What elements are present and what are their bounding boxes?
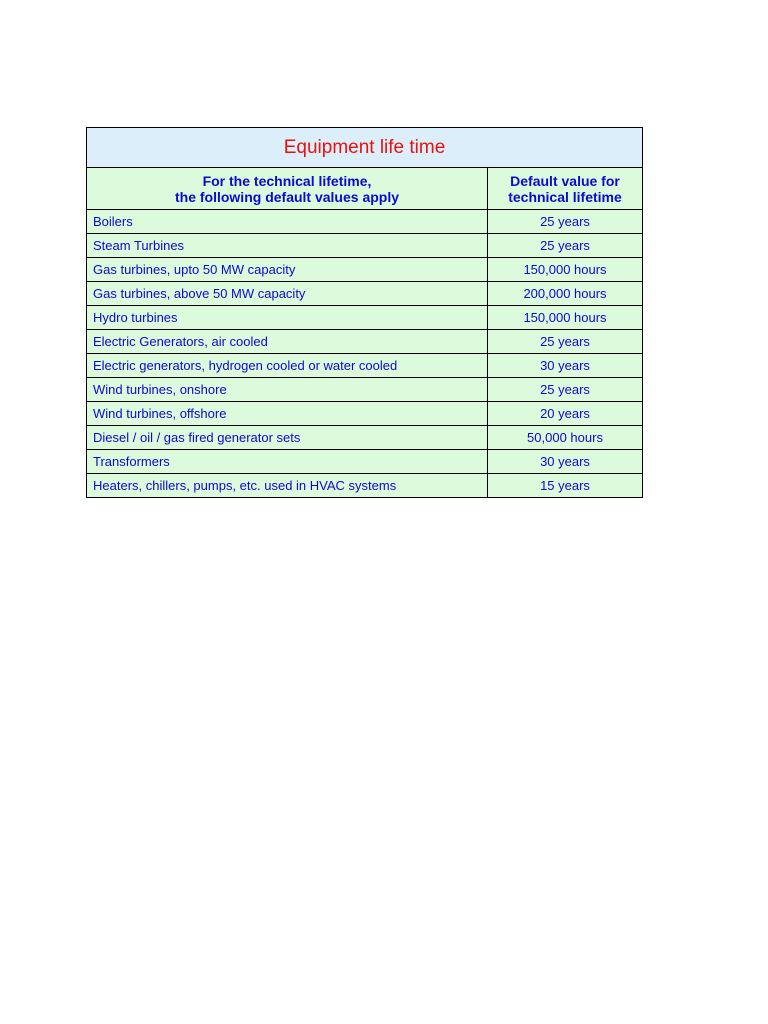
lifetime-value-cell: 15 years bbox=[488, 474, 643, 498]
table-row bbox=[87, 282, 643, 306]
header-equipment bbox=[87, 168, 488, 210]
table-row bbox=[87, 210, 643, 234]
equipment-name-cell: Transformers bbox=[87, 450, 488, 474]
equipment-name-cell: Hydro turbines bbox=[87, 306, 488, 330]
header-equipment-line-1: For the technical lifetime, bbox=[202, 172, 372, 189]
table-row bbox=[87, 234, 643, 258]
lifetime-value-cell: 200,000 hours bbox=[488, 282, 643, 306]
equipment-name-cell: Wind turbines, onshore bbox=[87, 378, 488, 402]
equipment-lifetime-table-container bbox=[86, 127, 642, 498]
lifetime-value-cell: 50,000 hours bbox=[488, 426, 643, 450]
table-row bbox=[87, 474, 643, 498]
table-row bbox=[87, 450, 643, 474]
equipment-name-cell: Boilers bbox=[87, 210, 488, 234]
header-lifetime-line-1: Default value for bbox=[510, 172, 620, 189]
equipment-name-cell: Gas turbines, upto 50 MW capacity bbox=[87, 258, 488, 282]
equipment-name-cell: Electric Generators, air cooled bbox=[87, 330, 488, 354]
table-row bbox=[87, 426, 643, 450]
lifetime-value-cell: 25 years bbox=[488, 378, 643, 402]
table-row bbox=[87, 306, 643, 330]
table-header-row bbox=[87, 168, 643, 210]
equipment-name-cell: Gas turbines, above 50 MW capacity bbox=[87, 282, 488, 306]
lifetime-value-cell: 25 years bbox=[488, 234, 643, 258]
lifetime-value-cell: 30 years bbox=[488, 450, 643, 474]
lifetime-value-cell: 150,000 hours bbox=[488, 258, 643, 282]
table-title-row bbox=[87, 128, 643, 168]
table-row bbox=[87, 258, 643, 282]
equipment-lifetime-table bbox=[86, 127, 643, 498]
header-equipment-line-2: the following default values apply bbox=[174, 188, 400, 205]
equipment-name-cell: Electric generators, hydrogen cooled or water cooled bbox=[87, 354, 488, 378]
table-row bbox=[87, 354, 643, 378]
table-row bbox=[87, 330, 643, 354]
header-lifetime bbox=[488, 168, 643, 210]
equipment-name-cell: Steam Turbines bbox=[87, 234, 488, 258]
table-row bbox=[87, 378, 643, 402]
lifetime-value-cell: 25 years bbox=[488, 210, 643, 234]
table-title: Equipment life time bbox=[87, 128, 643, 168]
lifetime-value-cell: 30 years bbox=[488, 354, 643, 378]
lifetime-value-cell: 150,000 hours bbox=[488, 306, 643, 330]
equipment-name-cell: Diesel / oil / gas fired generator sets bbox=[87, 426, 488, 450]
lifetime-value-cell: 20 years bbox=[488, 402, 643, 426]
equipment-name-cell: Heaters, chillers, pumps, etc. used in HVAC systems bbox=[87, 474, 488, 498]
lifetime-value-cell: 25 years bbox=[488, 330, 643, 354]
header-lifetime-line-2: technical lifetime bbox=[508, 188, 622, 205]
table-row bbox=[87, 402, 643, 426]
equipment-name-cell: Wind turbines, offshore bbox=[87, 402, 488, 426]
